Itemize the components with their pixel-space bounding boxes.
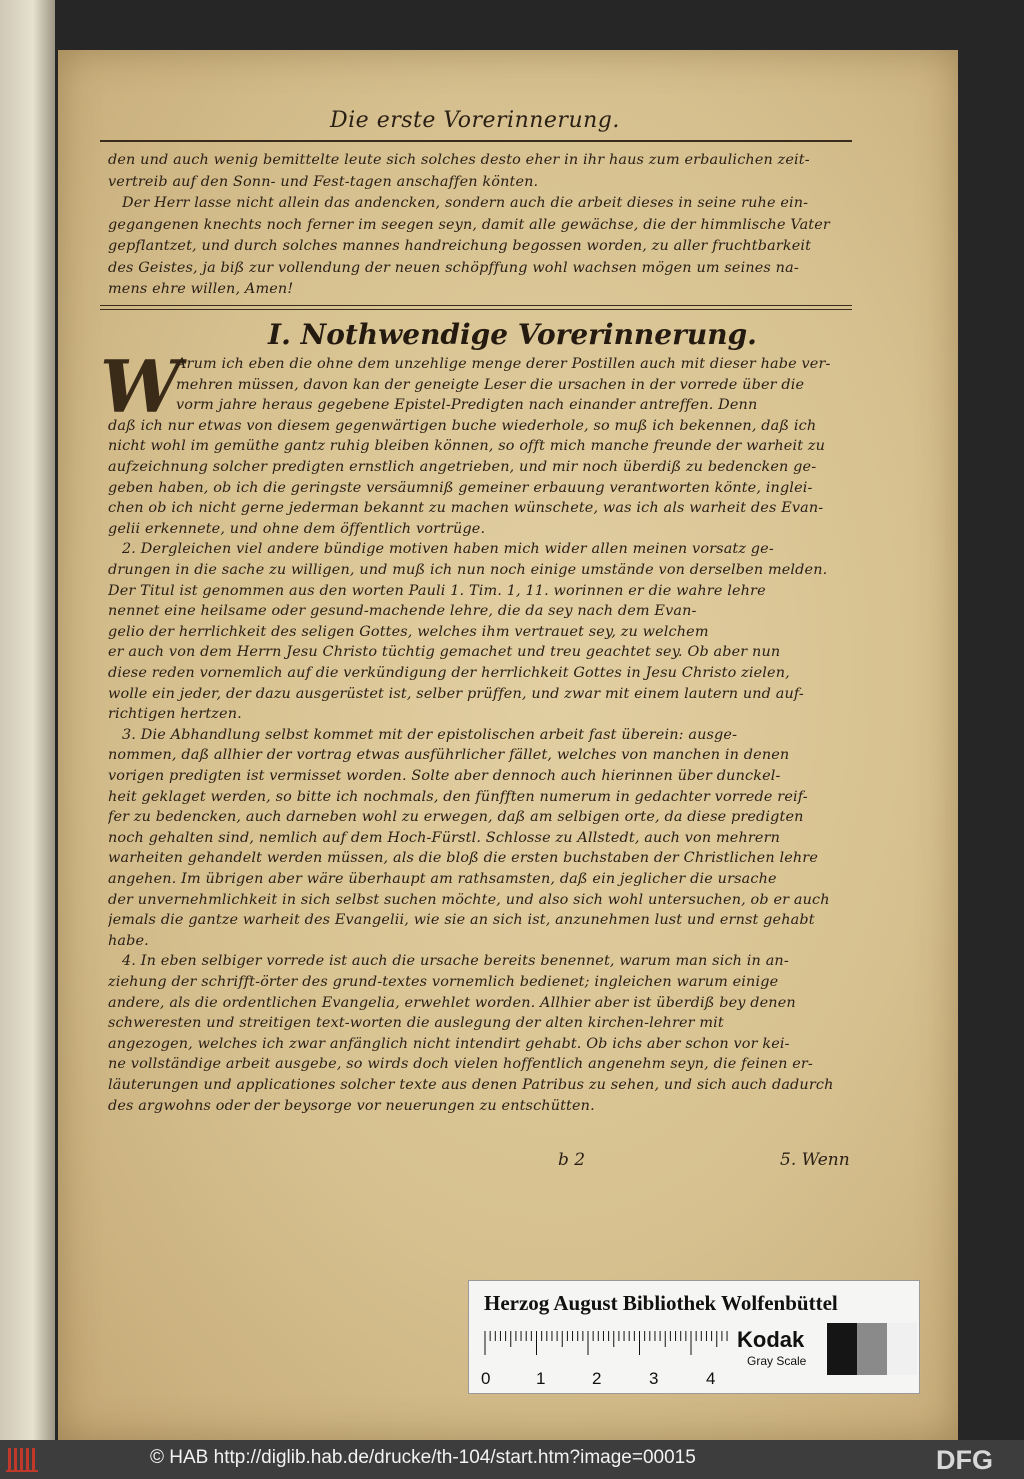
text-line: richtigen hertzen. [108, 706, 242, 723]
ruler-number: 3 [649, 1369, 659, 1388]
ruler-number: 2 [592, 1369, 602, 1388]
text-line: diese reden vornemlich auf die verkündigung der herrlichkeit Gottes in Jesu Christo zielen, [108, 665, 790, 681]
kodak-logo: Kodak [737, 1327, 805, 1352]
ruler-scale [483, 1331, 731, 1355]
text-line: andere, als die ordentlichen Evangelia, erwehlet worden. Allhier aber ist überdiß bey denen [108, 994, 796, 1011]
gray-patch-black [827, 1323, 857, 1375]
text-line: gelio der herrlichkeit des seligen Gottes, welches ihm vertrauet sey, zu welchem [108, 623, 709, 640]
ruler-number: 4 [706, 1369, 716, 1388]
adjacent-page-edge [0, 0, 55, 1440]
text-line: jemals die gantze warheit des Evangelii, wie sie an sich ist, anzunehmen lust und ernst gehabt [108, 912, 815, 929]
library-name: Herzog August Bibliothek Wolfenbüttel [484, 1291, 838, 1315]
text-line: 4. In eben selbiger vorrede ist auch die ursache bereits benennet, warum man sich in an- [122, 953, 789, 970]
dfg-logo-icon [934, 1445, 1016, 1473]
signature-mark: b 2 [558, 1150, 586, 1170]
text-line: Der Herr lasse nicht allein das andencken, sondern auch die arbeit dieses in seine ruhe ein- [122, 195, 809, 211]
text-line: gepflantzet, und durch solches mannes handreichung begossen worden, zu aller fruchtbarkeit [108, 238, 812, 254]
text-line: wolle ein jeder, der dazu ausgerüstet ist, selber prüffen, und zwar mit einem lautern und auf- [108, 685, 804, 702]
gray-patch-mid [857, 1323, 887, 1375]
decorated-initial: W [100, 344, 181, 429]
text-line: nennet eine heilsame oder gesund-machende lehre, die da sey nach dem Evan- [108, 603, 697, 620]
text-line: angehen. Im übrigen aber wäre überhaupt am rathsamsten, daß ein jeglicher die ursache [108, 871, 777, 887]
text-line: nicht wohl im gemüthe gantz ruhig bleiben können, so offt mich manche freunde der warheit zu [108, 438, 826, 455]
text-line: daß ich nur etwas von diesem gegenwärtigen buche wiederhole, so muß ich bekennen, daß ich [108, 417, 817, 434]
text-line: gelii erkennete, und ohne dem öffentlich vortrüge. [108, 520, 486, 537]
text-line: mens ehre willen, Amen! [108, 281, 294, 297]
text-line: 3. Die Abhandlung selbst kommet mit der epistolischen arbeit fast überein: ausge- [122, 726, 738, 743]
text-line: chen ob ich nicht gerne jederman bekannt zu machen wünschete, was ich als warheit des Evan- [108, 500, 824, 517]
text-line: mehren müssen, davon kan der geneigte Leser die ursachen in der vorrede über die [176, 376, 805, 393]
text-line: des argwohns oder der beysorge vor neuerungen zu entschütten. [108, 1097, 595, 1114]
gray-scale-label: Gray Scale [747, 1354, 807, 1368]
text-line: Der Titul ist genommen aus den worten Pauli 1. Tim. 1, 11. worinnen er die wahre lehre [108, 582, 766, 599]
text-line: nommen, daß allhier der vortrag etwas ausführlicher fället, welches von manchen in denen [108, 747, 790, 764]
text-line: fer zu bedencken, auch darneben wohl zu erwegen, daß am selbigen orte, da diese predigten [108, 809, 804, 826]
text-line: drungen in die sache zu willigen, und muß ich nun noch einige umstände von derselben melden. [108, 562, 828, 578]
text-line: schweresten und streitigen text-worten die auslegung der alten kirchen-lehrer mit [108, 1015, 724, 1032]
running-head: Die erste Vorerinnerung. [330, 108, 620, 133]
text-line: aufzeichnung solcher predigten ernstlich angetrieben, und mir noch überdiß zu bedencken ge- [108, 459, 817, 475]
text-line: er auch von dem Herrn Jesu Christo tüchtig gemachet und treu geachtet sey. Ob aber nun [108, 644, 781, 661]
section-heading: I. Nothwendige Vorerinnerung. [268, 318, 757, 351]
color-target-card [468, 1280, 920, 1394]
ruler-number: 1 [536, 1369, 546, 1388]
text-line: der unvernehmlichkeit in sich selbst suchen möchte, und also sich wohl untersuchen, ob er auch [108, 891, 830, 908]
gray-patch-white [887, 1323, 917, 1375]
text-line: habe. [108, 932, 149, 949]
text-line: angezogen, welches ich zwar anfänglich nicht intendirt gehabt. Ob ichs aber schon vor kei- [108, 1035, 790, 1052]
text-line: den und auch wenig bemittelte leute sich solches desto eher in ihr haus zum erbaulichen zeit- [108, 152, 810, 168]
text-line: noch gehalten sind, nemlich auf dem Hoch-Fürstl. Schlosse zu Allstedt, auch von mehrern [108, 829, 781, 846]
text-line: läuterungen und applicationes solcher texte aus denen Patribus zu sehen, und sich auch dadurch [108, 1077, 834, 1093]
section-rule [100, 305, 852, 306]
ruler-number: 0 [481, 1369, 491, 1388]
header-rule [100, 140, 852, 142]
copyright-link[interactable]: © HAB http://diglib.hab.de/drucke/th-104/start.htm?image=00015 [150, 1447, 696, 1468]
section-rule [100, 309, 852, 310]
text-line: heit geklaget werden, so bitte ich nochmals, den fünfften numerum in gedachter vorrede reif- [108, 788, 808, 805]
text-line: gegangenen knechts noch ferner im seegen seyn, damit alle gewächse, die der himmlische Vater [108, 216, 830, 233]
text-line: ne vollständige arbeit ausgebe, so wirds doch vielen hoffentlich angenehm seyn, die feinen er- [108, 1056, 813, 1073]
text-line: ziehung der schrifft-örter des grund-textes vornemlich bedienet; ingleichen warum einige [108, 974, 779, 990]
text-line: warheiten gehandelt werden müssen, als die bloß die ersten buchstaben der Christlichen lehre [108, 850, 818, 867]
text-line: vorm jahre heraus gegebene Epistel-Predigten nach einander antreffen. Denn [176, 397, 758, 414]
catchword: 5. Wenn [780, 1150, 850, 1170]
hab-logo-icon [6, 1444, 42, 1474]
svg-text:DFG: DFG [936, 1445, 993, 1473]
text-line: vertreib auf den Sonn- und Fest-tagen anschaffen könten. [108, 173, 539, 190]
text-line: vorigen predigten ist vermisset worden. Solte aber dennoch auch hierinnen über dunckel- [108, 768, 781, 784]
text-line: des Geistes, ja biß zur vollendung der neuen schöpffung wohl wachsen mögen um seines na- [108, 259, 799, 276]
text-line: 2. Dergleichen viel andere bündige motiven haben mich wider allen meinen vorsatz ge- [122, 541, 774, 558]
text-line: geben haben, ob ich die geringste versäumniß gemeiner erbauung verantworten könte, inglei- [108, 479, 813, 496]
text-line: Arum ich eben die ohne dem unzehlige menge derer Postillen auch mit dieser habe ver- [176, 356, 831, 372]
